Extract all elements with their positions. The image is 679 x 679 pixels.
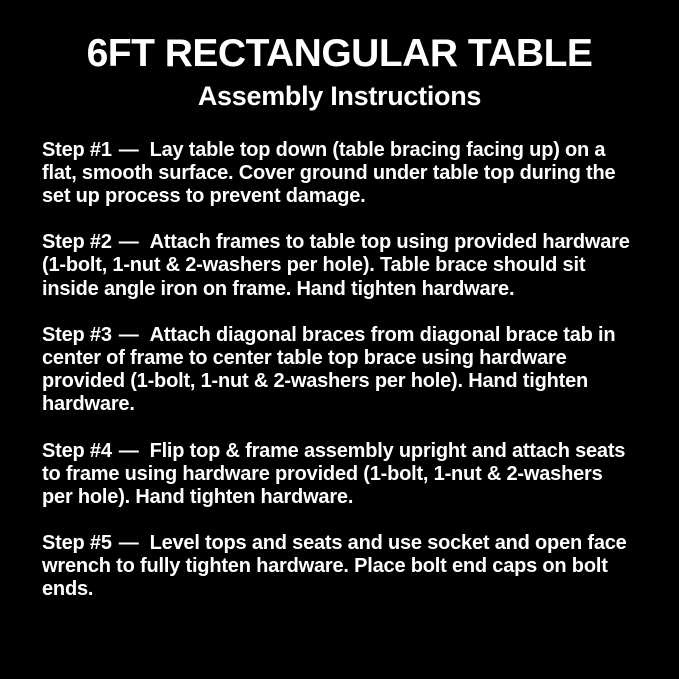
em-dash: —	[118, 231, 139, 254]
step-text: Attach diagonal braces from diagonal brace tab in center of frame to center table top brace using hardware provided (1-bolt, 1-nut & 2-washers per hole). Hand tighten hardware.	[42, 323, 616, 416]
page-title: 6FT RECTANGULAR TABLE	[86, 32, 593, 75]
em-dash: —	[118, 439, 139, 462]
step-paragraph-5	[42, 532, 637, 602]
step-label: Step #2	[42, 231, 112, 254]
page-subtitle: Assembly Instructions	[197, 80, 482, 111]
step-text: Flip top & frame assembly upright and attach seats to frame using hardware provided (1-bolt, 1-nut & 2-washers per hole). Hand tighten hardware.	[42, 439, 626, 508]
em-dash: —	[118, 532, 139, 555]
header	[42, 34, 637, 112]
step-text: Level tops and seats and use socket and open face wrench to fully tighten hardware. Place bolt end caps on bolt ends.	[42, 532, 627, 601]
instructions-list	[42, 139, 637, 602]
step-paragraph-3	[42, 324, 637, 417]
step-label: Step #3	[42, 323, 112, 346]
step-label: Step #5	[42, 532, 112, 555]
step-paragraph-4	[42, 440, 637, 510]
em-dash: —	[118, 323, 139, 346]
step-text: Attach frames to table top using provided hardware (1-bolt, 1-nut & 2-washers per hole). Table brace should sit inside angle iron on frame. Hand tighten hardware.	[42, 231, 630, 300]
step-text: Lay table top down (table bracing facing up) on a flat, smooth surface. Cover ground under table top during the set up process to prevent damage.	[42, 138, 616, 207]
step-paragraph-1	[42, 139, 637, 209]
step-label: Step #1	[42, 138, 112, 161]
step-label: Step #4	[42, 439, 112, 462]
em-dash: —	[118, 138, 139, 161]
step-paragraph-2	[42, 231, 637, 301]
